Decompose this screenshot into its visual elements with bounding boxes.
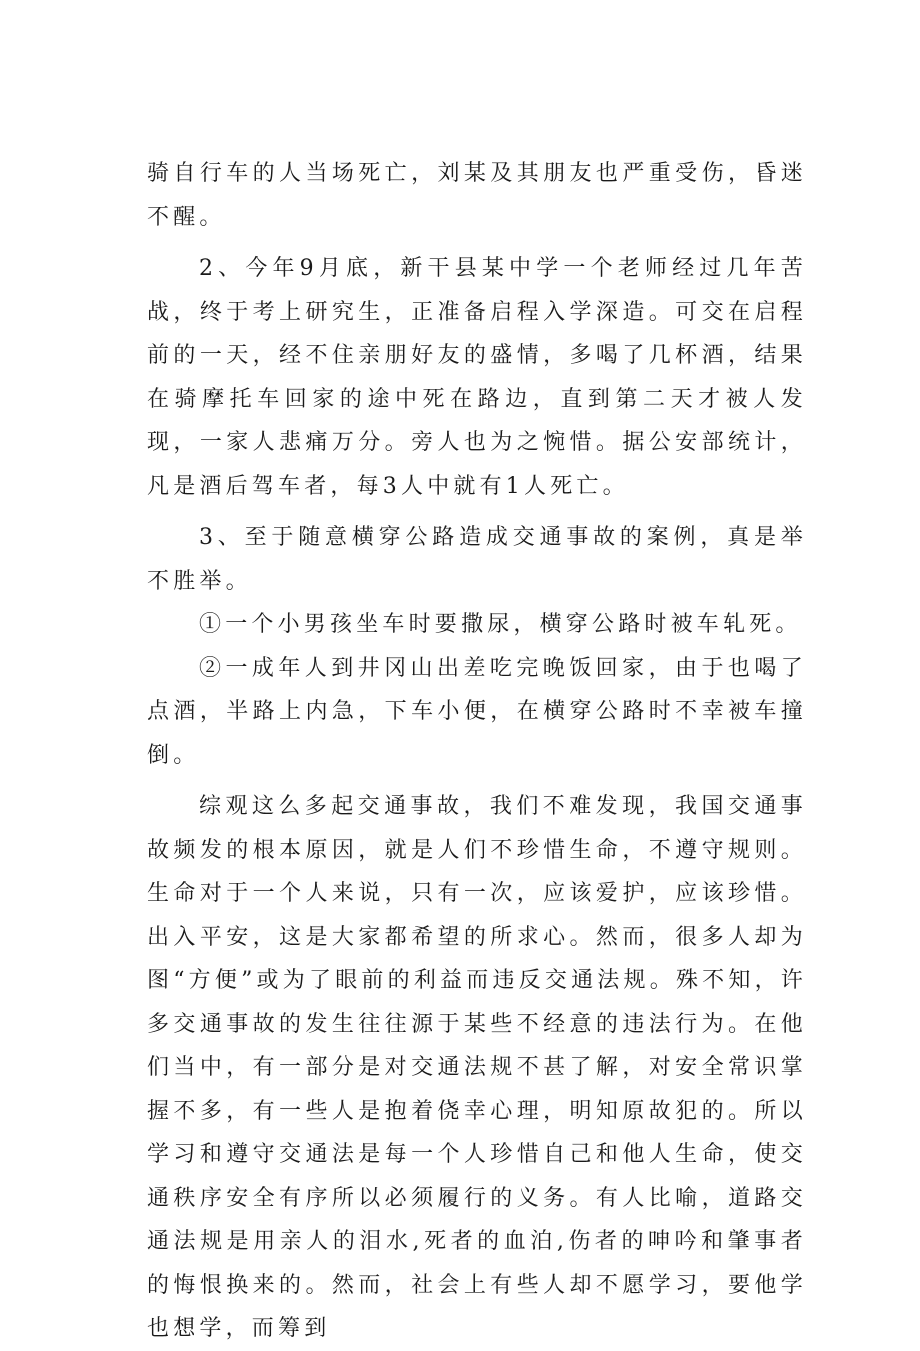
paragraph-case-2: 2、今年9月底，新干县某中学一个老师经过几年苦战，终于考上研究生，正准备启程入学深造。可交在启程前的一天，经不住亲朋好友的盛情，多喝了几杯酒，结果在骑摩托车回家的途中死在路边，直到第二天才被人发现，一家人悲痛万分。旁人也为之惋惜。据公安部统计，凡是酒后驾车者，每3人中就有1人死亡。	[147, 256, 807, 499]
paragraph-example-1: ①一个小男孩坐车时要撒尿，横穿公路时被车轧死。	[199, 612, 802, 637]
paragraph-case-3: 3、至于随意横穿公路造成交通事故的案例，真是举不胜举。	[147, 525, 807, 594]
paragraph-summary: 综观这么多起交通事故，我们不难发现，我国交通事故频发的根本原因，就是人们不珍惜生命，不遵守规则。生命对于一个人来说，只有一次，应该爱护，应该珍惜。出入平安，这是大家都希望的所求心。然而，很多人却为图“方便”或为了眼前的利益而违反交通法规。殊不知，许多交通事故的发生往往源于某些不经意的违法行为。在他们当中，有一部分是对交通法规不甚了解，对安全常识掌握不多，有一些人是抱着侥幸心理，明知原故犯的。所以学习和遵守交通法是每一个人珍惜自己和他人生命，使交通秩序安全有序所以必须履行的义务。有人比喻，道路交通法规是用亲人的泪水,死者的血泊,伤者的呻吟和肇事者的悔恨换来的。然而，社会上有些人却不愿学习，要他学也想学，而筹到	[147, 794, 807, 1341]
document-page	[147, 152, 807, 1351]
paragraph-example-2: ②一成年人到井冈山出差吃完晚饭回家，由于也喝了点酒，半路上内急，下车小便，在横穿公路时不幸被车撞倒。	[147, 655, 807, 768]
paragraph-continuation: 骑自行车的人当场死亡，刘某及其朋友也严重受伤，昏迷不醒。	[147, 161, 807, 230]
